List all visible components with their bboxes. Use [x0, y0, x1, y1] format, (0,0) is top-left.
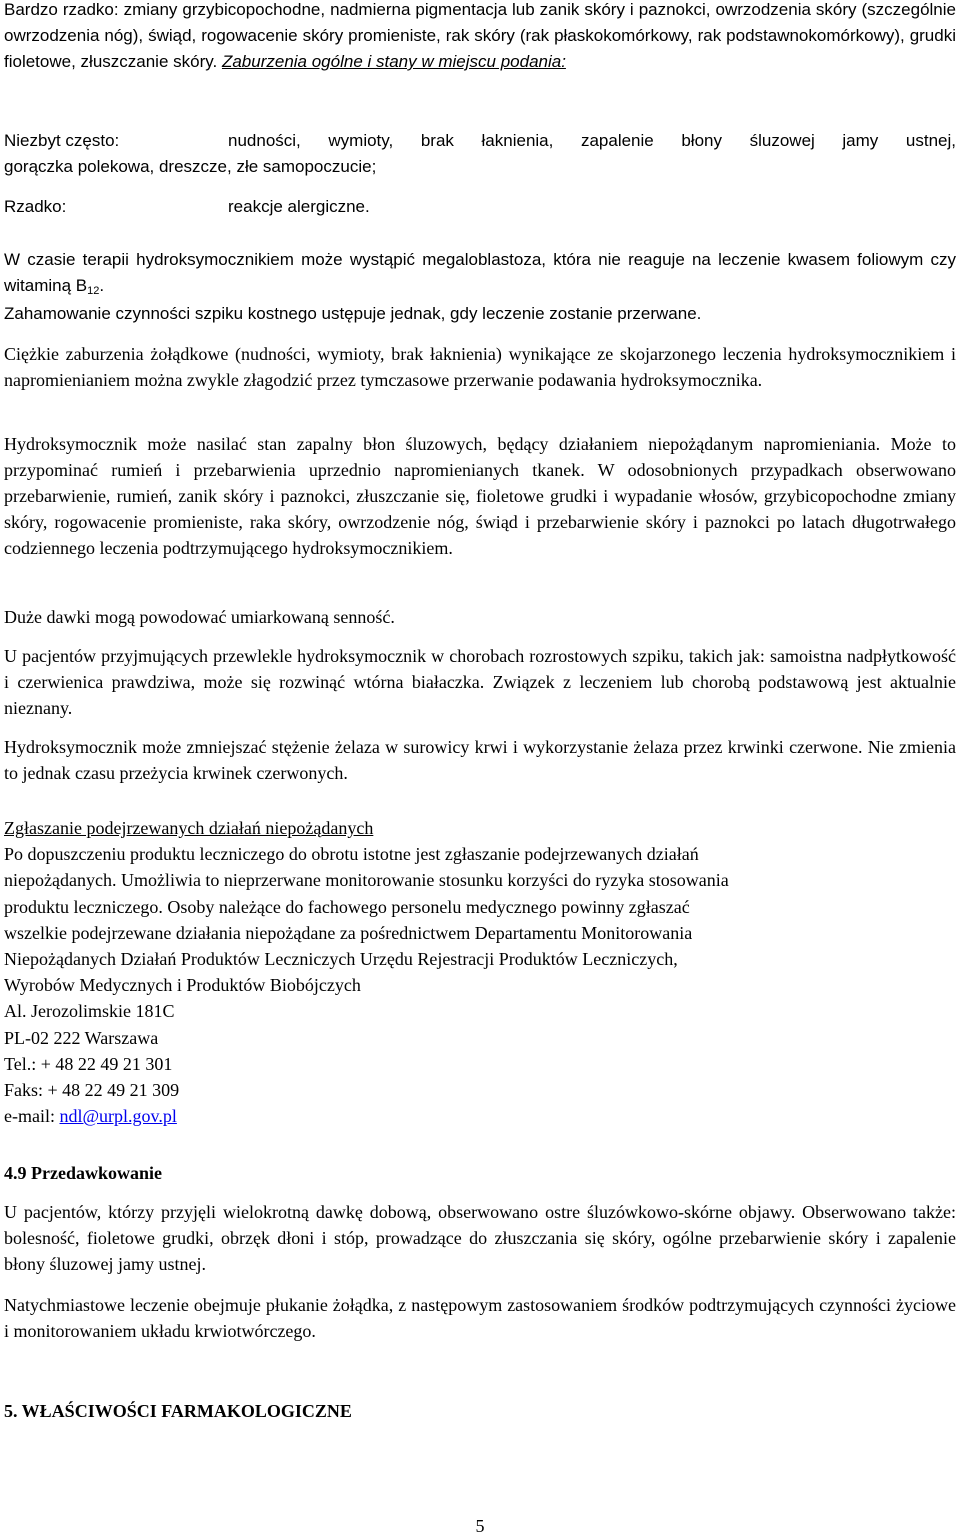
reporting-line: produktu leczniczego. Osoby należące do fachowego personelu medycznego powinny zgłaszać — [4, 896, 690, 917]
reporting-section — [4, 815, 956, 1129]
phone-number: Tel.: + 48 22 49 21 301 — [4, 1053, 173, 1074]
email-line — [4, 1103, 956, 1129]
frequency-text: reakcje alergiczne. — [228, 197, 370, 216]
megaloblastosis-period: . — [99, 276, 105, 295]
section-5-heading: 5. WŁAŚCIWOŚCI FARMAKOLOGICZNE — [4, 1401, 352, 1421]
frequency-text-continuation: gorączka polekowa, dreszcze, złe samopoczucie; — [4, 157, 377, 176]
intro-text: Bardzo rzadko: zmiany grzybicopochodne, nadmierna pigmentacja lub zanik skóry i paznokci, owrzodzenia skóry (szczególnie owrzodzenia nóg), świąd, rogowacenie skóry promieniste, rak skóry (rak płaskokomórkowy, rak podstawnokomórkowy), grudki fioletowe, złuszczanie skóry. — [4, 0, 956, 71]
address-city: PL-02 222 Warszawa — [4, 1027, 159, 1048]
megaloblastosis-text: W czasie terapii hydroksymocznikiem może wystąpić megaloblastoza, która nie reaguje na leczenie kwasem foliowym czy witaminą B — [4, 250, 956, 295]
bone-marrow-paragraph: Zahamowanie czynności szpiku kostnego ustępuje jednak, gdy leczenie zostanie przerwane. — [4, 304, 702, 323]
overdose-heading: 4.9 Przedawkowanie — [4, 1163, 162, 1183]
reporting-line: wszelkie podejrzewane działania niepożądane za pośrednictwem Departamentu Monitorowania — [4, 922, 693, 943]
address-street: Al. Jerozolimskie 181C — [4, 1001, 175, 1022]
frequency-label: Niezbyt często: — [4, 131, 120, 150]
frequency-row-uncommon — [4, 128, 956, 180]
reporting-line: niepożądanych. Umożliwia to nieprzerwane monitorowanie stosunku korzyści do ryzyka stosowania — [4, 870, 729, 891]
somnolence-paragraph: Duże dawki mogą powodować umiarkowaną senność. — [4, 607, 395, 627]
fax-number: Faks: + 48 22 49 21 309 — [4, 1080, 180, 1101]
reporting-line: Po dopuszczeniu produktu leczniczego do obrotu istotne jest zgłaszanie podejrzewanych działań — [4, 844, 699, 865]
frequency-row-rare — [4, 194, 956, 220]
vitamin-subscript: 12 — [87, 285, 100, 297]
email-link[interactable]: ndl@urpl.gov.pl — [59, 1106, 177, 1127]
gastric-disorders-paragraph: Ciężkie zaburzenia żołądkowe (nudności, wymioty, brak łaknienia) wynikające ze skojarzonego leczenia hydroksymocznikiem i napromienianiem można zwykle złagodzić przez tymczasowe przerwanie podawania hydroksymocznika. — [4, 344, 956, 390]
page-number: 5 — [475, 1516, 485, 1536]
intro-paragraph — [4, 0, 956, 75]
mucosal-inflammation-paragraph: Hydroksymocznik może nasilać stan zapalny błon śluzowych, będący działaniem niepożądanym napromieniania. Może to przypominać rumień i przebarwienia uprzednio napromienianych tkanek. W odosobnionych przypadkach obserwowano przebarwienie, rumień, zanik skóry i paznokci, złuszczanie się, fioletowe grudki i wypadanie włosów, grzybicopochodne zmiany skóry, rogowacenie promieniste, raka skóry, owrzodzenie nóg, świąd i przebarwienie skóry i paznokci po latach długotrwałego codziennego leczenia podtrzymującego hydroksymocznikiem. — [4, 434, 956, 558]
megaloblastosis-paragraph — [4, 247, 956, 304]
reporting-line: Wyrobów Medycznych i Produktów Biobójczych — [4, 975, 361, 996]
overdose-treatment-paragraph: Natychmiastowe leczenie obejmuje płukanie żołądka, z następowym zastosowaniem środków podtrzymujących czynności życiowe i monitorowaniem układu krwiotwórczego. — [4, 1295, 956, 1341]
frequency-text: nudności, wymioty, brak łaknienia, zapalenie błony śluzowej jamy ustnej, — [228, 131, 956, 150]
overdose-symptoms-paragraph: U pacjentów, którzy przyjęli wielokrotną dawkę dobową, obserwowano ostre śluzówkowo-skórne objawy. Obserwowano także: bolesność, fioletowe grudki, obrzęk dłoni i stóp, prowadzące do złuszczania się skóry, ogólne przebarwienie skóry i zapalenie błony śluzowej jamy ustnej. — [4, 1202, 956, 1274]
iron-paragraph: Hydroksymocznik może zmniejszać stężenie żelaza w surowicy krwi i wykorzystanie żelaza przez krwinki czerwone. Nie zmienia to jednak czasu przeżycia krwinek czerwonych. — [4, 737, 956, 783]
email-label: e-mail: — [4, 1106, 60, 1127]
reporting-heading: Zgłaszanie podejrzewanych działań niepożądanych — [4, 818, 374, 838]
frequency-label: Rzadko: — [4, 197, 67, 216]
leukemia-paragraph: U pacjentów przyjmujących przewlekle hydroksymocznik w chorobach rozrostowych szpiku, takich jak: samoistna nadpłytkowość i czerwienica prawdziwa, może się rozwinąć wtórna białaczka. Związek z leczeniem lub chorobą podstawową jest aktualnie nieznany. — [4, 646, 956, 718]
general-disorders-heading: Zaburzenia ogólne i stany w miejscu podania: — [221, 52, 566, 71]
reporting-line: Niepożądanych Działań Produktów Leczniczych Urzędu Rejestracji Produktów Leczniczych, — [4, 949, 678, 970]
